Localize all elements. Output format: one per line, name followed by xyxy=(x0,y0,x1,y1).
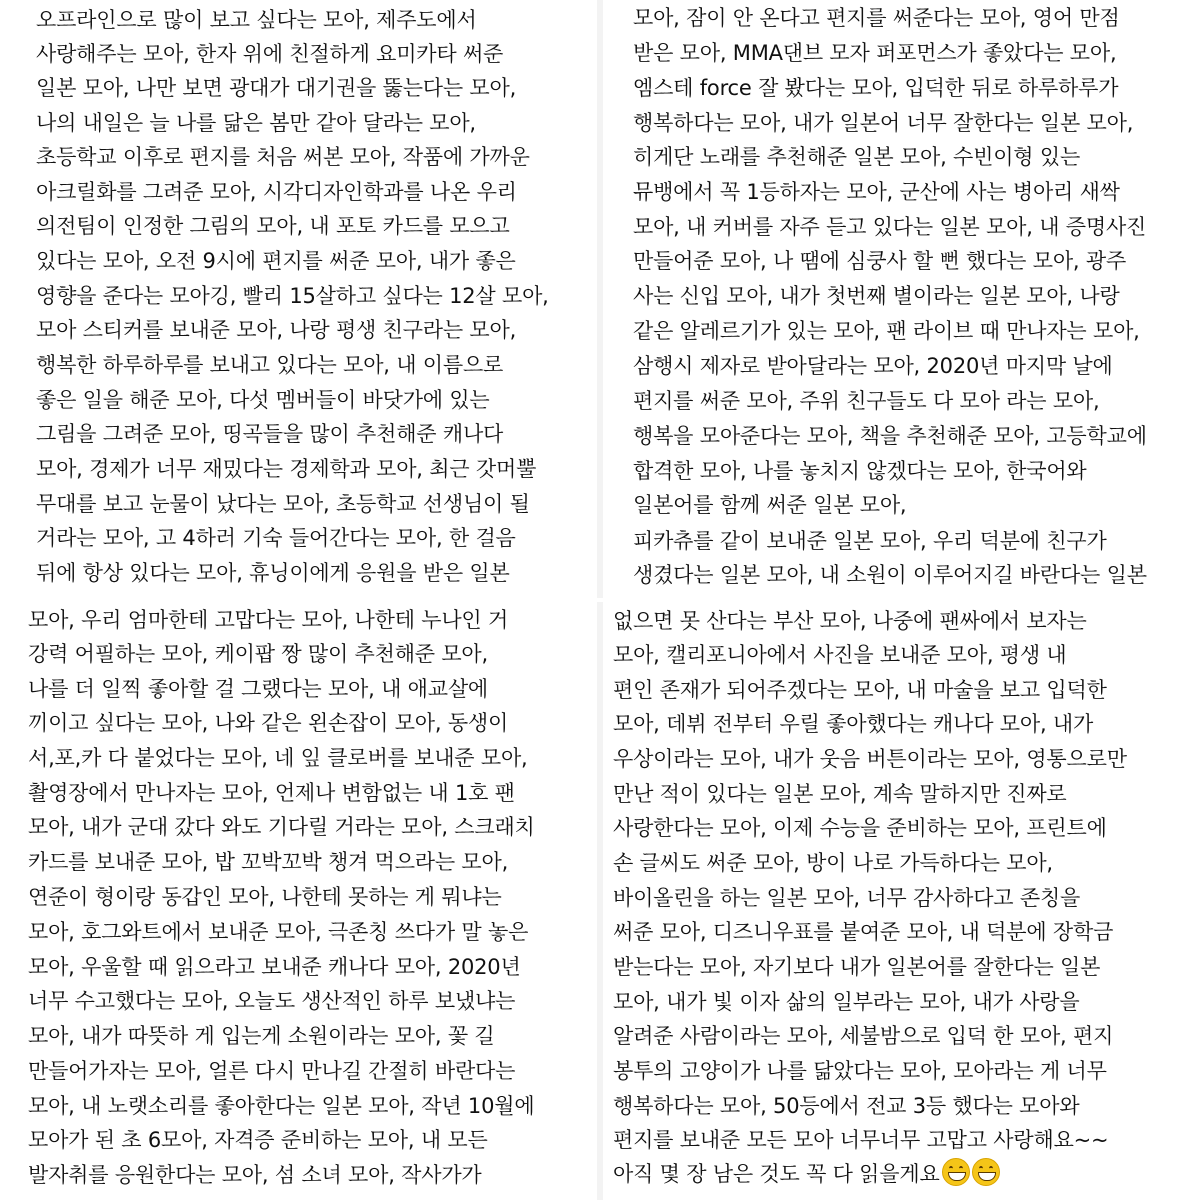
text-line: 무대를 보고 눈물이 났다는 모아, 초등학교 선생님이 될 xyxy=(36,492,530,516)
text-line: 모아가 된 초 6모아, 자격증 준비하는 모아, 내 모든 xyxy=(28,1128,488,1152)
text-line: 만난 적이 있다는 일본 모아, 계속 말하지만 진짜로 xyxy=(613,782,1067,806)
text-line: 모아, 내 커버를 자주 듣고 있다는 일본 모아, 내 증명사진 xyxy=(633,215,1147,239)
text-line: 모아, 경제가 너무 재밌다는 경제학과 모아, 최근 갓머뿔 xyxy=(36,457,537,481)
text-line: 아크릴화를 그려준 모아, 시각디자인학과를 나온 우리 xyxy=(36,180,517,204)
text-line: 피카츄를 같이 보내준 일본 모아, 우리 덕분에 친구가 xyxy=(633,529,1107,553)
letter-panel-top-right xyxy=(605,0,1200,598)
text-line: 삼행시 제자로 받아달라는 모아, 2020년 마지막 날에 xyxy=(633,354,1113,378)
letter-panel-top-left xyxy=(0,0,595,598)
text-line: 편지를 보내준 모든 모아 너무너무 고맙고 사랑해요~~ xyxy=(613,1128,1109,1152)
text-line: 손 글씨도 써준 모아, 방이 나로 가득하다는 모아, xyxy=(613,851,1053,875)
text-line: 그림을 그려준 모아, 띵곡들을 많이 추천해준 캐나다 xyxy=(36,422,504,446)
text-line: 사는 신입 모아, 내가 첫번째 별이라는 일본 모아, 나랑 xyxy=(633,284,1120,308)
text-line: 있다는 모아, 오전 9시에 편지를 써준 모아, 내가 좋은 xyxy=(36,249,516,273)
text-line: 일본 모아, 나만 보면 광대가 대기권을 뚫는다는 모아, xyxy=(36,76,517,100)
text-line: 모아, 캘리포니아에서 사진을 보내준 모아, 평생 내 xyxy=(613,643,1067,667)
text-line: 만들어준 모아, 나 땜에 심쿵사 할 뻔 했다는 모아, 광주 xyxy=(633,249,1127,273)
text-line: 알려준 사람이라는 모아, 세불밤으로 입덕 한 모아, 편지 xyxy=(613,1024,1114,1048)
text-line: 행복을 모아준다는 모아, 책을 추천해준 모아, 고등학교에 xyxy=(633,424,1147,448)
text-line: 모아 스티커를 보내준 모아, 나랑 평생 친구라는 모아, xyxy=(36,318,517,342)
letter-panel-bottom-left xyxy=(0,602,595,1200)
text-line: 우상이라는 모아, 내가 웃음 버튼이라는 모아, 영통으로만 xyxy=(613,747,1127,771)
text-line: 행복하다는 모아, 내가 일본어 너무 잘한다는 일본 모아, xyxy=(633,111,1134,135)
grinning-face-icon xyxy=(972,1158,1000,1186)
text-line: 받은 모아, MMA댄브 모자 퍼포먼스가 좋았다는 모아, xyxy=(633,41,1117,65)
text-line: 연준이 형이랑 동갑인 모아, 나한테 못하는 게 뭐냐는 xyxy=(28,885,502,909)
text-line: 발자취를 응원한다는 모아, 섬 소녀 모아, 작사가가 xyxy=(28,1163,482,1187)
text-line: 없으면 못 산다는 부산 모아, 나중에 팬싸에서 보자는 xyxy=(613,609,1087,633)
text-line: 모아, 데뷔 전부터 우릴 좋아했다는 캐나다 모아, 내가 xyxy=(613,712,1094,736)
text-line: 거라는 모아, 고 4하러 기숙 들어간다는 모아, 한 걸음 xyxy=(36,526,516,550)
text-line: 모아, 잠이 안 온다고 편지를 써준다는 모아, 영어 만점 xyxy=(633,6,1120,30)
text-line: 사랑한다는 모아, 이제 수능을 준비하는 모아, 프린트에 xyxy=(613,816,1107,840)
text-line: 촬영장에서 만나자는 모아, 언제나 변함없는 내 1호 팬 xyxy=(28,781,515,805)
text-line: 받는다는 모아, 자기보다 내가 일본어를 잘한다는 일본 xyxy=(613,955,1101,979)
text-line: 봉투의 고양이가 나를 닮았다는 모아, 모아라는 게 너무 xyxy=(613,1059,1107,1083)
text-line: 카드를 보내준 모아, 밥 꼬박꼬박 챙겨 먹으라는 모아, xyxy=(28,850,509,874)
text-line-final xyxy=(613,1158,1000,1188)
text-line: 나를 더 일찍 좋아할 걸 그랬다는 모아, 내 애교살에 xyxy=(28,677,488,701)
text-line: 좋은 일을 해준 모아, 다섯 멤버들이 바닷가에 있는 xyxy=(36,388,490,412)
text-line: 모아, 우리 엄마한테 고맙다는 모아, 나한테 누나인 거 xyxy=(28,608,509,632)
text-line: 생겼다는 일본 모아, 내 소원이 이루어지길 바란다는 일본 xyxy=(633,563,1147,587)
text-line: 엠스테 force 잘 봤다는 모아, 입덕한 뒤로 하루하루가 xyxy=(633,76,1119,100)
text-line: 강력 어필하는 모아, 케이팝 짱 많이 추천해준 모아, xyxy=(28,642,488,666)
text-line: 히게단 노래를 추천해준 일본 모아, 수빈이형 있는 xyxy=(633,145,1081,169)
text-line: 오프라인으로 많이 보고 싶다는 모아, 제주도에서 xyxy=(36,8,477,32)
text-line: 뒤에 항상 있다는 모아, 휴닝이에게 응원을 받은 일본 xyxy=(36,561,510,585)
text-line: 의전팀이 인정한 그림의 모아, 내 포토 카드를 모으고 xyxy=(36,214,510,238)
text-line: 행복하다는 모아, 50등에서 전교 3등 했다는 모아와 xyxy=(613,1094,1080,1118)
text-line: 모아, 내가 빛 이자 삶의 일부라는 모아, 내가 사랑을 xyxy=(613,990,1080,1014)
text-line: 모아, 내가 따뜻하 게 입는게 소원이라는 모아, 꽃 길 xyxy=(28,1024,495,1048)
grinning-face-icon xyxy=(942,1158,970,1186)
text-line: 너무 수고했다는 모아, 오늘도 생산적인 하루 보냈냐는 xyxy=(28,989,516,1013)
text-line: 같은 알레르기가 있는 모아, 팬 라이브 때 만나자는 모아, xyxy=(633,319,1140,343)
text-line: 모아, 우울할 때 읽으라고 보내준 캐나다 모아, 2020년 xyxy=(28,955,521,979)
text-line: 써준 모아, 디즈니우표를 붙여준 모아, 내 덕분에 장학금 xyxy=(613,920,1114,944)
text-line: 합격한 모아, 나를 놓치지 않겠다는 모아, 한국어와 xyxy=(633,459,1087,483)
closing-text: 아직 몇 장 남은 것도 꼭 다 읽을게요 xyxy=(613,1162,940,1186)
letter-panel-bottom-right xyxy=(605,602,1200,1200)
text-line: 만들어가자는 모아, 얼른 다시 만나길 간절히 바란다는 xyxy=(28,1059,516,1083)
text-line: 끼이고 싶다는 모아, 나와 같은 왼손잡이 모아, 동생이 xyxy=(28,711,509,735)
text-line: 모아, 내 노랫소리를 좋아한다는 일본 모아, 작년 10월에 xyxy=(28,1094,535,1118)
text-line: 모아, 내가 군대 갔다 와도 기다릴 거라는 모아, 스크래치 xyxy=(28,815,535,839)
text-line: 초등학교 이후로 편지를 처음 써본 모아, 작품에 가까운 xyxy=(36,145,530,169)
text-line: 바이올린을 하는 일본 모아, 너무 감사하다고 존칭을 xyxy=(613,886,1081,910)
text-line: 행복한 하루하루를 보내고 있다는 모아, 내 이름으로 xyxy=(36,353,504,377)
text-line: 뮤뱅에서 꼭 1등하자는 모아, 군산에 사는 병아리 새싹 xyxy=(633,180,1120,204)
text-line: 영향을 준다는 모아깅, 빨리 15살하고 싶다는 12살 모아, xyxy=(36,284,549,308)
text-line: 서,포,카 다 붙었다는 모아, 네 잎 클로버를 보내준 모아, xyxy=(28,746,528,770)
text-line: 모아, 호그와트에서 보내준 모아, 극존칭 쓰다가 말 놓은 xyxy=(28,920,529,944)
text-line: 나의 내일은 늘 나를 닮은 봄만 같아 달라는 모아, xyxy=(36,111,476,135)
text-line: 편인 존재가 되어주겠다는 모아, 내 마술을 보고 입덕한 xyxy=(613,678,1107,702)
text-line: 일본어를 함께 써준 일본 모아, xyxy=(633,493,907,517)
text-line: 편지를 써준 모아, 주위 친구들도 다 모아 라는 모아, xyxy=(633,389,1100,413)
text-line: 사랑해주는 모아, 한자 위에 친절하게 요미카타 써준 xyxy=(36,42,504,66)
